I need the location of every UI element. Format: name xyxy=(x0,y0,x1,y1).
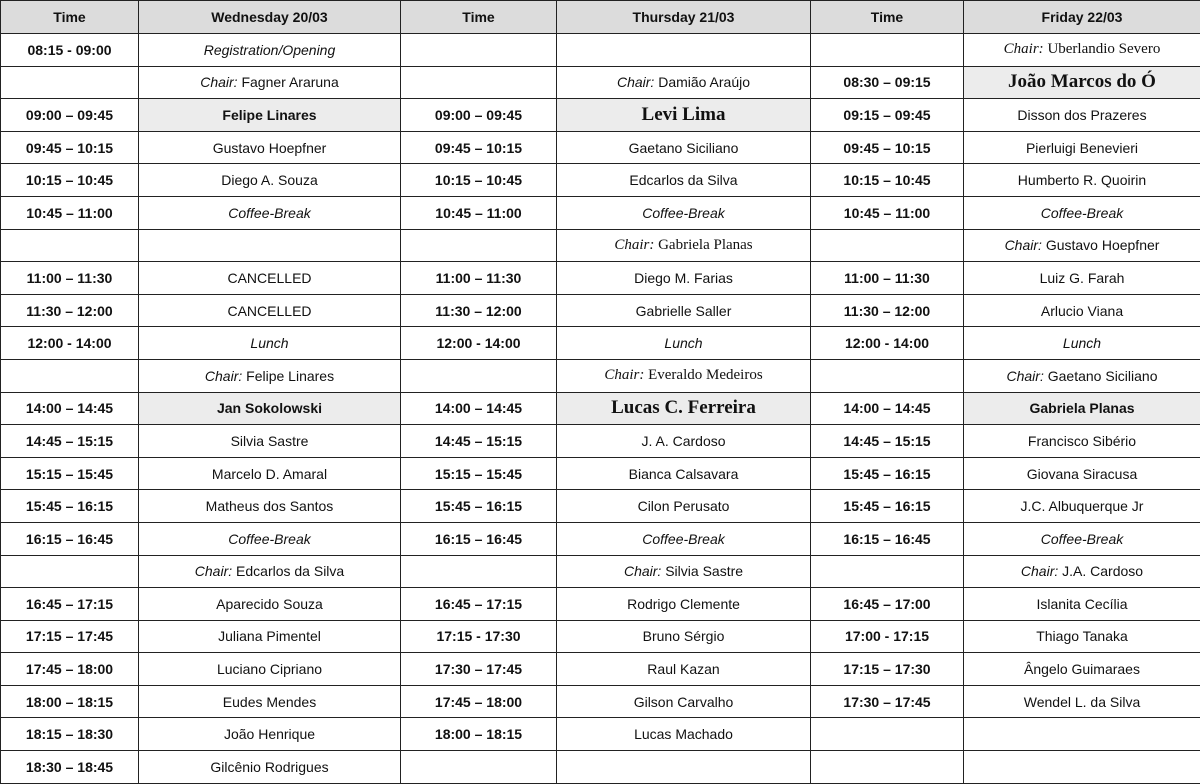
chair-label: Chair: xyxy=(200,74,237,90)
time-cell: 10:15 – 10:45 xyxy=(401,164,557,197)
session-cell: J. A. Cardoso xyxy=(557,425,811,458)
table-row xyxy=(1,457,1200,490)
time-cell: 10:45 – 11:00 xyxy=(1,196,139,229)
time-cell: 08:30 – 09:15 xyxy=(811,66,964,99)
time-cell: 09:00 – 09:45 xyxy=(1,99,139,132)
time-cell: 16:15 – 16:45 xyxy=(811,522,964,555)
session-cell: Silvia Sastre xyxy=(139,425,401,458)
table-row xyxy=(1,620,1200,653)
time-cell: 09:00 – 09:45 xyxy=(401,99,557,132)
time-cell: 17:00 - 17:15 xyxy=(811,620,964,653)
header-time: Time xyxy=(401,1,557,34)
session-cell: Coffee-Break xyxy=(557,522,811,555)
session-cell: Coffee-Break xyxy=(139,196,401,229)
table-row xyxy=(1,34,1200,67)
chair-name: Felipe Linares xyxy=(246,368,334,384)
time-cell: 10:15 – 10:45 xyxy=(811,164,964,197)
time-cell: 16:45 – 17:15 xyxy=(401,588,557,621)
time-cell xyxy=(401,66,557,99)
table-row xyxy=(1,751,1200,784)
session-cell: Coffee-Break xyxy=(964,522,1200,555)
chair-label: Chair: xyxy=(614,237,654,253)
session-cell: Lunch xyxy=(964,327,1200,360)
time-cell: 17:30 – 17:45 xyxy=(811,685,964,718)
time-cell xyxy=(401,555,557,588)
chair-name: Fagner Araruna xyxy=(241,74,338,90)
time-cell: 15:15 – 15:45 xyxy=(1,457,139,490)
time-cell: 09:45 – 10:15 xyxy=(811,131,964,164)
time-cell: 15:45 – 16:15 xyxy=(811,490,964,523)
time-cell: 12:00 - 14:00 xyxy=(1,327,139,360)
session-cell: Lunch xyxy=(139,327,401,360)
time-cell: 14:45 – 15:15 xyxy=(1,425,139,458)
session-cell: Gaetano Siciliano xyxy=(557,131,811,164)
session-cell: Lucas Machado xyxy=(557,718,811,751)
time-cell xyxy=(811,555,964,588)
chair-name: Gabriela Planas xyxy=(658,237,753,253)
session-cell: J.C. Albuquerque Jr xyxy=(964,490,1200,523)
chair-name: J.A. Cardoso xyxy=(1062,563,1143,579)
time-cell: 15:45 – 16:15 xyxy=(401,490,557,523)
session-cell xyxy=(964,751,1200,784)
table-row xyxy=(1,164,1200,197)
time-cell xyxy=(811,229,964,262)
keynote-cell: Levi Lima xyxy=(557,99,811,132)
session-cell: Luiz G. Farah xyxy=(964,262,1200,295)
table-row xyxy=(1,588,1200,621)
session-cell: Bruno Sérgio xyxy=(557,620,811,653)
session-cell: Gustavo Hoepfner xyxy=(139,131,401,164)
time-cell: 10:45 – 11:00 xyxy=(401,196,557,229)
session-cell xyxy=(139,229,401,262)
time-cell: 17:15 – 17:30 xyxy=(811,653,964,686)
chair-name: Gustavo Hoepfner xyxy=(1046,237,1160,253)
chair-name: Everaldo Medeiros xyxy=(648,367,763,383)
time-cell: 15:45 – 16:15 xyxy=(1,490,139,523)
chair-label: Chair: xyxy=(1004,41,1044,57)
chair-label: Chair: xyxy=(205,368,242,384)
chair-name: Uberlandio Severo xyxy=(1047,41,1160,57)
session-cell: Arlucio Viana xyxy=(964,294,1200,327)
chair-name: Gaetano Siciliano xyxy=(1048,368,1158,384)
table-row xyxy=(1,359,1200,392)
session-cell: Raul Kazan xyxy=(557,653,811,686)
time-cell: 09:45 – 10:15 xyxy=(1,131,139,164)
header-day: Thursday 21/03 xyxy=(557,1,811,34)
chair-label: Chair: xyxy=(617,74,654,90)
keynote-cell: Felipe Linares xyxy=(139,99,401,132)
time-cell: 18:00 – 18:15 xyxy=(401,718,557,751)
session-cell: Diego A. Souza xyxy=(139,164,401,197)
table-row xyxy=(1,718,1200,751)
time-cell: 14:00 – 14:45 xyxy=(1,392,139,425)
session-cell: Coffee-Break xyxy=(557,196,811,229)
table-row xyxy=(1,99,1200,132)
table-row xyxy=(1,685,1200,718)
chair-cell xyxy=(557,229,811,262)
time-cell: 14:45 – 15:15 xyxy=(401,425,557,458)
keynote-cell: Jan Sokolowski xyxy=(139,392,401,425)
session-cell xyxy=(557,751,811,784)
table-row xyxy=(1,653,1200,686)
time-cell xyxy=(811,359,964,392)
session-cell: Thiago Tanaka xyxy=(964,620,1200,653)
time-cell: 14:45 – 15:15 xyxy=(811,425,964,458)
session-cell: Rodrigo Clemente xyxy=(557,588,811,621)
chair-cell xyxy=(139,359,401,392)
time-cell: 16:15 – 16:45 xyxy=(401,522,557,555)
session-cell: Pierluigi Benevieri xyxy=(964,131,1200,164)
session-cell: Gilson Carvalho xyxy=(557,685,811,718)
session-cell: Islanita Cecília xyxy=(964,588,1200,621)
time-cell: 18:30 – 18:45 xyxy=(1,751,139,784)
time-cell: 12:00 - 14:00 xyxy=(401,327,557,360)
chair-label: Chair: xyxy=(624,563,661,579)
session-cell: Registration/Opening xyxy=(139,34,401,67)
time-cell: 14:00 – 14:45 xyxy=(811,392,964,425)
table-row xyxy=(1,196,1200,229)
chair-name: Silvia Sastre xyxy=(665,563,743,579)
session-cell: Giovana Siracusa xyxy=(964,457,1200,490)
session-cell: Coffee-Break xyxy=(964,196,1200,229)
session-cell: João Henrique xyxy=(139,718,401,751)
keynote-cell: Lucas C. Ferreira xyxy=(557,392,811,425)
session-cell: Eudes Mendes xyxy=(139,685,401,718)
table-row xyxy=(1,229,1200,262)
time-cell xyxy=(811,718,964,751)
time-cell: 11:30 – 12:00 xyxy=(1,294,139,327)
time-cell: 09:45 – 10:15 xyxy=(401,131,557,164)
time-cell: 10:45 – 11:00 xyxy=(811,196,964,229)
time-cell: 16:45 – 17:00 xyxy=(811,588,964,621)
chair-cell xyxy=(557,359,811,392)
time-cell: 10:15 – 10:45 xyxy=(1,164,139,197)
time-cell xyxy=(1,359,139,392)
time-cell: 17:45 – 18:00 xyxy=(401,685,557,718)
keynote-cell: João Marcos do Ó xyxy=(964,66,1200,99)
table-row xyxy=(1,262,1200,295)
session-cell: CANCELLED xyxy=(139,294,401,327)
time-cell: 09:15 – 09:45 xyxy=(811,99,964,132)
session-cell: Gabrielle Saller xyxy=(557,294,811,327)
time-cell: 11:00 – 11:30 xyxy=(811,262,964,295)
time-cell xyxy=(401,229,557,262)
chair-cell xyxy=(964,555,1200,588)
session-cell: Marcelo D. Amaral xyxy=(139,457,401,490)
time-cell: 17:30 – 17:45 xyxy=(401,653,557,686)
session-cell: Juliana Pimentel xyxy=(139,620,401,653)
time-cell xyxy=(401,34,557,67)
session-cell: Francisco Sibério xyxy=(964,425,1200,458)
chair-label: Chair: xyxy=(195,563,232,579)
time-cell xyxy=(811,34,964,67)
time-cell: 12:00 - 14:00 xyxy=(811,327,964,360)
chair-label: Chair: xyxy=(604,367,644,383)
table-row xyxy=(1,66,1200,99)
session-cell: Wendel L. da Silva xyxy=(964,685,1200,718)
chair-name: Damião Araújo xyxy=(658,74,750,90)
time-cell: 14:00 – 14:45 xyxy=(401,392,557,425)
time-cell: 08:15 - 09:00 xyxy=(1,34,139,67)
session-cell: Ângelo Guimaraes xyxy=(964,653,1200,686)
chair-label: Chair: xyxy=(1021,563,1058,579)
session-cell xyxy=(557,34,811,67)
chair-cell xyxy=(964,34,1200,67)
chair-cell xyxy=(964,229,1200,262)
session-cell: Bianca Calsavara xyxy=(557,457,811,490)
session-cell: CANCELLED xyxy=(139,262,401,295)
table-row xyxy=(1,522,1200,555)
table-row xyxy=(1,555,1200,588)
table-row xyxy=(1,294,1200,327)
header-day: Wednesday 20/03 xyxy=(139,1,401,34)
session-cell: Matheus dos Santos xyxy=(139,490,401,523)
table-row xyxy=(1,131,1200,164)
chair-cell xyxy=(139,66,401,99)
time-cell: 11:00 – 11:30 xyxy=(1,262,139,295)
chair-cell xyxy=(557,555,811,588)
table-row xyxy=(1,327,1200,360)
table-row xyxy=(1,425,1200,458)
header-day: Friday 22/03 xyxy=(964,1,1200,34)
time-cell: 18:00 – 18:15 xyxy=(1,685,139,718)
session-cell xyxy=(964,718,1200,751)
session-cell: Cilon Perusato xyxy=(557,490,811,523)
chair-cell xyxy=(139,555,401,588)
chair-label: Chair: xyxy=(1005,237,1042,253)
header-time: Time xyxy=(1,1,139,34)
session-cell: Edcarlos da Silva xyxy=(557,164,811,197)
session-cell: Lunch xyxy=(557,327,811,360)
header-time: Time xyxy=(811,1,964,34)
time-cell: 16:15 – 16:45 xyxy=(1,522,139,555)
time-cell xyxy=(1,229,139,262)
time-cell: 17:45 – 18:00 xyxy=(1,653,139,686)
keynote-cell: Gabriela Planas xyxy=(964,392,1200,425)
session-cell: Aparecido Souza xyxy=(139,588,401,621)
time-cell xyxy=(1,66,139,99)
session-cell: Luciano Cipriano xyxy=(139,653,401,686)
session-cell: Disson dos Prazeres xyxy=(964,99,1200,132)
header-row xyxy=(1,1,1200,34)
chair-cell xyxy=(557,66,811,99)
time-cell xyxy=(401,751,557,784)
chair-label: Chair: xyxy=(1007,368,1044,384)
time-cell: 15:15 – 15:45 xyxy=(401,457,557,490)
time-cell xyxy=(811,751,964,784)
time-cell xyxy=(401,359,557,392)
chair-name: Edcarlos da Silva xyxy=(236,563,344,579)
time-cell: 17:15 - 17:30 xyxy=(401,620,557,653)
time-cell: 11:30 – 12:00 xyxy=(811,294,964,327)
table-row xyxy=(1,392,1200,425)
session-cell: Coffee-Break xyxy=(139,522,401,555)
time-cell: 11:30 – 12:00 xyxy=(401,294,557,327)
time-cell xyxy=(1,555,139,588)
table-row xyxy=(1,490,1200,523)
chair-cell xyxy=(964,359,1200,392)
time-cell: 18:15 – 18:30 xyxy=(1,718,139,751)
time-cell: 11:00 – 11:30 xyxy=(401,262,557,295)
session-cell: Humberto R. Quoirin xyxy=(964,164,1200,197)
session-cell: Gilcênio Rodrigues xyxy=(139,751,401,784)
session-cell: Diego M. Farias xyxy=(557,262,811,295)
time-cell: 17:15 – 17:45 xyxy=(1,620,139,653)
time-cell: 15:45 – 16:15 xyxy=(811,457,964,490)
time-cell: 16:45 – 17:15 xyxy=(1,588,139,621)
